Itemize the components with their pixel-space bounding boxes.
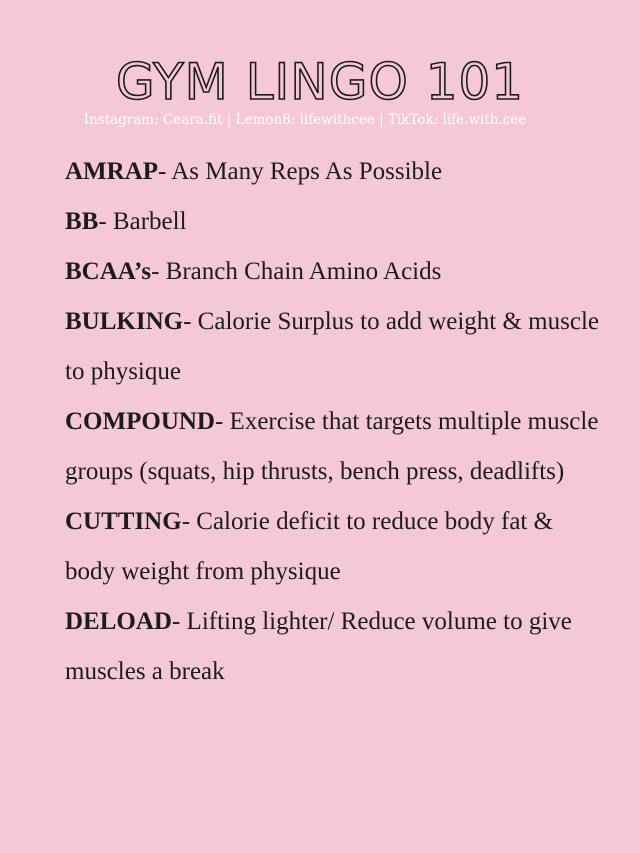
glossary-term: DELOAD [65, 608, 172, 635]
glossary-term: COMPOUND [65, 408, 215, 435]
glossary-definition: - Calorie deficit to reduce body fat & body weight from physique [65, 508, 554, 585]
glossary-definition: - Lifting lighter/ Reduce volume to give muscles a break [65, 608, 572, 685]
glossary-entry-cutting [65, 497, 605, 597]
page-title: GYM LINGO 101 [115, 53, 525, 111]
glossary-term: CUTTING [65, 508, 182, 535]
glossary-entry-bb [65, 197, 605, 247]
glossary-definition: - Branch Chain Amino Acids [151, 258, 442, 285]
glossary-entry-compound [65, 397, 605, 497]
glossary-definition: - Barbell [98, 208, 187, 235]
glossary-definition: - As Many Reps As Possible [158, 158, 443, 185]
glossary-term: AMRAP [65, 158, 159, 185]
glossary-term: BULKING [65, 308, 184, 335]
glossary-term: BCAA’s [65, 258, 152, 285]
glossary-entry-deload [65, 597, 605, 697]
glossary-definition: - Exercise that targets multiple muscle groups (squats, hip thrusts, bench press, deadlifts) [65, 408, 599, 485]
glossary-entry-amrap [65, 147, 605, 197]
glossary-term: BB [65, 208, 99, 235]
social-handles: Instagram: Ceara.fit | Lemon8: lifewithcee | TikTok: life.with.cee [83, 112, 527, 128]
glossary-list [65, 147, 605, 697]
glossary-entry-bulking [65, 297, 605, 397]
glossary-definition: - Calorie Surplus to add weight & muscle to physique [65, 308, 599, 385]
glossary-entry-bcaas [65, 247, 605, 297]
